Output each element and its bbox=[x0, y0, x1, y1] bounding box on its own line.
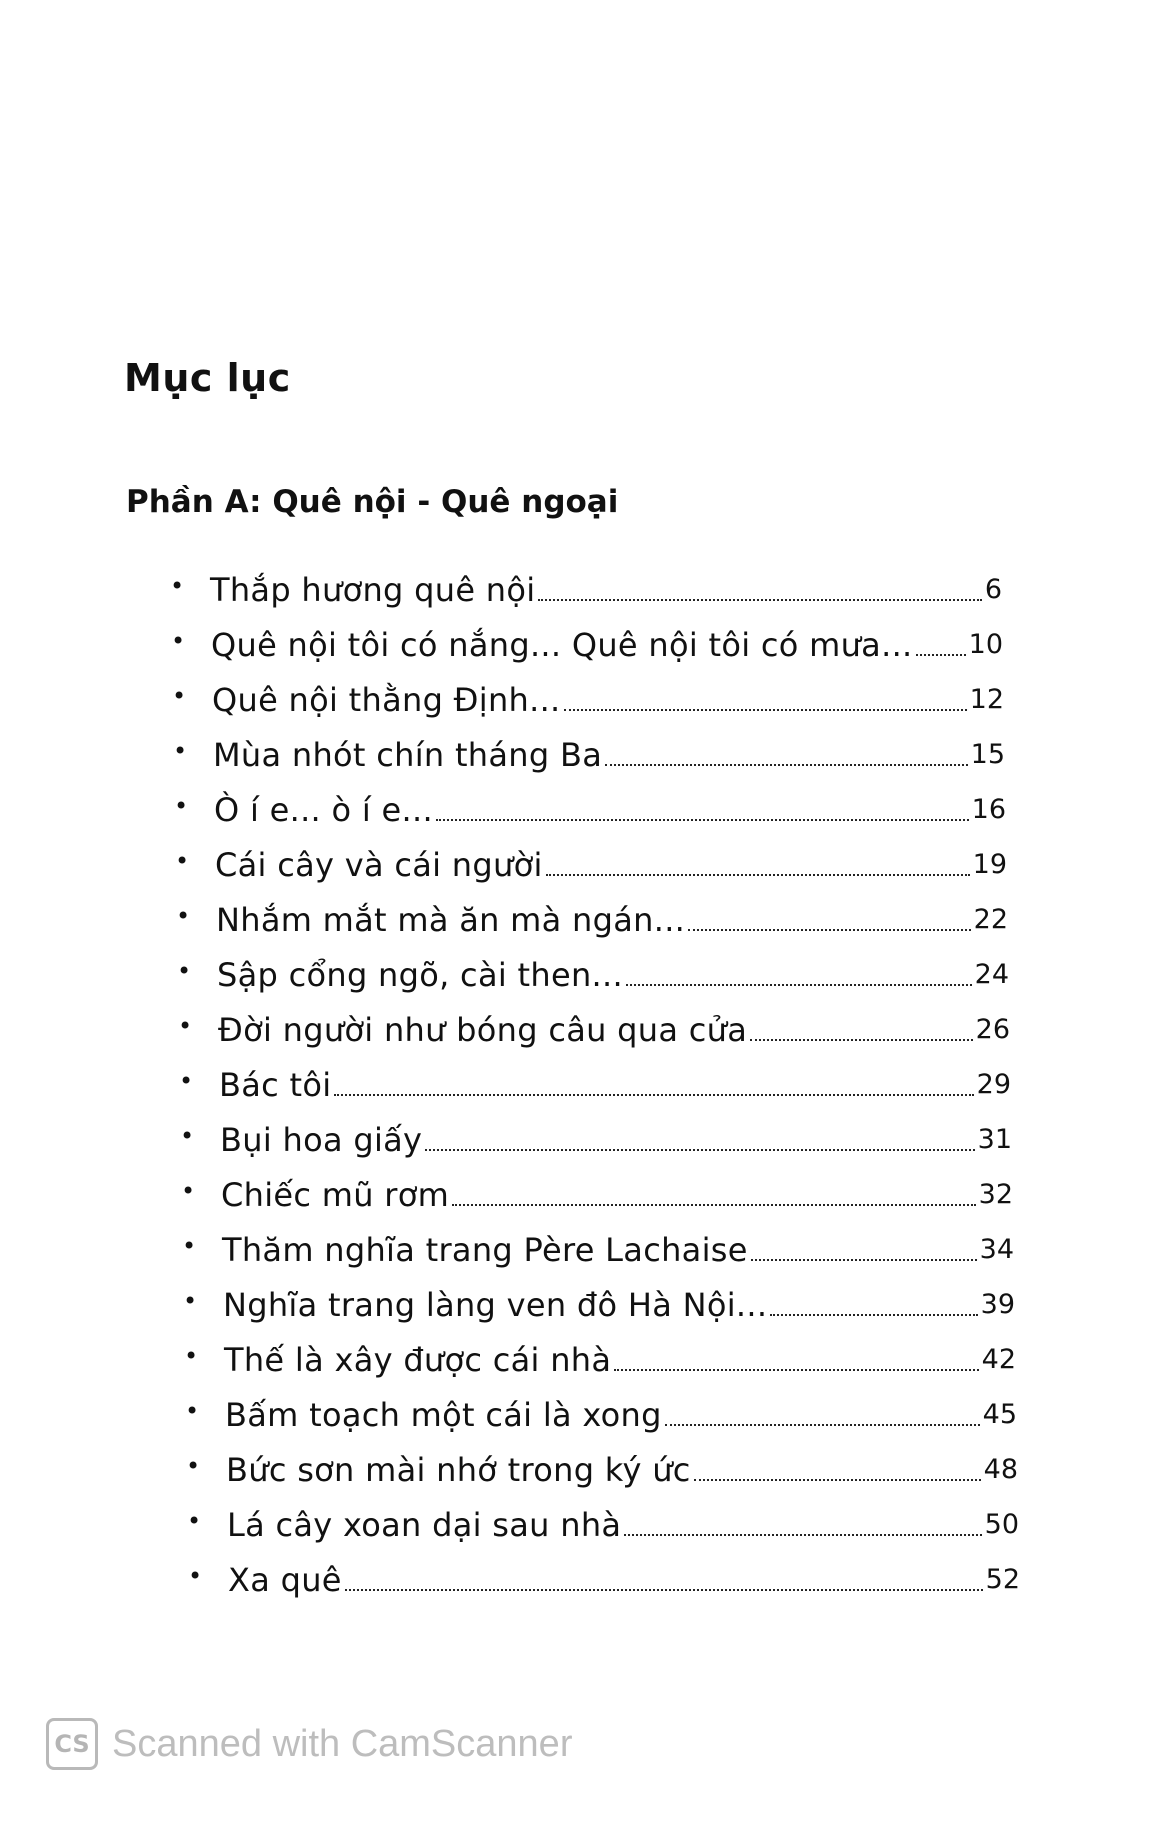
toc-entry[interactable] bbox=[185, 1385, 1017, 1435]
toc-entry-title: Đời người như bóng câu qua cửa bbox=[218, 1011, 748, 1049]
bullet-icon: • bbox=[185, 1397, 200, 1425]
dot-leader bbox=[770, 1314, 977, 1316]
toc-entry-title: Xa quê bbox=[228, 1561, 342, 1599]
toc-entry-page: 31 bbox=[977, 1124, 1012, 1155]
toc-entry[interactable] bbox=[171, 615, 1003, 665]
toc-entry-title: Quê nội thằng Định... bbox=[212, 681, 561, 719]
watermark-text: Scanned with CamScanner bbox=[112, 1722, 573, 1765]
part-heading: Phần A: Quê nội - Quê ngoại bbox=[126, 484, 619, 520]
toc-entry-page: 48 bbox=[983, 1454, 1018, 1485]
toc-entry-page: 15 bbox=[970, 739, 1005, 770]
bullet-icon: • bbox=[178, 1012, 193, 1040]
toc-entry-page: 22 bbox=[973, 904, 1008, 935]
dot-leader bbox=[694, 1479, 981, 1481]
bullet-icon: • bbox=[186, 1452, 201, 1480]
toc-entry-page: 12 bbox=[969, 684, 1004, 715]
dot-leader bbox=[538, 599, 981, 601]
toc-entry[interactable] bbox=[173, 725, 1005, 775]
dot-leader bbox=[425, 1149, 974, 1151]
bullet-icon: • bbox=[181, 1177, 196, 1205]
dot-leader bbox=[605, 764, 968, 766]
dot-leader bbox=[334, 1094, 973, 1096]
toc-entry-title: Chiếc mũ rơm bbox=[221, 1176, 450, 1214]
dot-leader bbox=[751, 1259, 977, 1261]
toc-entry[interactable] bbox=[176, 890, 1008, 940]
toc-entry-title: Cái cây và cái người bbox=[215, 846, 543, 884]
toc-entry[interactable] bbox=[180, 1110, 1012, 1160]
toc-entry-page: 32 bbox=[978, 1179, 1013, 1210]
bullet-icon: • bbox=[180, 1122, 195, 1150]
bullet-icon: • bbox=[171, 627, 186, 655]
toc-entry[interactable] bbox=[177, 945, 1009, 995]
toc-entry[interactable] bbox=[182, 1220, 1014, 1270]
toc-entry-page: 52 bbox=[985, 1564, 1020, 1595]
toc-entry-title: Bụi hoa giấy bbox=[220, 1121, 423, 1159]
dot-leader bbox=[614, 1369, 978, 1371]
bullet-icon: • bbox=[174, 792, 189, 820]
bullet-icon: • bbox=[173, 737, 188, 765]
toc-entry-page: 24 bbox=[974, 959, 1009, 990]
toc-entry-page: 34 bbox=[979, 1234, 1014, 1265]
toc-entry[interactable] bbox=[174, 780, 1006, 830]
dot-leader bbox=[452, 1204, 976, 1206]
bullet-icon: • bbox=[184, 1342, 199, 1370]
dot-leader bbox=[665, 1424, 980, 1426]
toc-entry-title: Lá cây xoan dại sau nhà bbox=[227, 1506, 622, 1544]
toc-heading: Mục lục bbox=[124, 356, 291, 400]
bullet-icon: • bbox=[176, 902, 191, 930]
bullet-icon: • bbox=[183, 1287, 198, 1315]
toc-entry-title: Bác tôi bbox=[219, 1066, 332, 1104]
toc-entry-title: Sập cổng ngõ, cài then... bbox=[217, 956, 623, 994]
camscanner-logo-icon: CS bbox=[46, 1718, 98, 1770]
dot-leader bbox=[688, 929, 971, 931]
toc-entry-title: Thăm nghĩa trang Père Lachaise bbox=[222, 1231, 748, 1269]
toc-entry-page: 19 bbox=[972, 849, 1007, 880]
toc-entry-title: Nghĩa trang làng ven đô Hà Nội... bbox=[223, 1286, 768, 1324]
toc-entry-page: 39 bbox=[980, 1289, 1015, 1320]
toc-entry[interactable] bbox=[188, 1550, 1020, 1600]
bullet-icon: • bbox=[177, 957, 192, 985]
toc-entry[interactable] bbox=[175, 835, 1007, 885]
toc-entry[interactable] bbox=[187, 1495, 1019, 1545]
camscanner-watermark bbox=[46, 1718, 572, 1770]
bullet-icon: • bbox=[188, 1562, 203, 1590]
toc-entry[interactable] bbox=[186, 1440, 1018, 1490]
toc-entry[interactable] bbox=[179, 1055, 1011, 1105]
toc-entry[interactable] bbox=[172, 670, 1004, 720]
dot-leader bbox=[750, 1039, 973, 1041]
toc-entry-page: 45 bbox=[982, 1399, 1017, 1430]
toc-entry-title: Thắp hương quê nội bbox=[210, 571, 536, 609]
bullet-icon: • bbox=[175, 847, 190, 875]
toc-entry[interactable] bbox=[181, 1165, 1013, 1215]
dot-leader bbox=[564, 709, 967, 711]
toc-entry-title: Bức sơn mài nhớ trong ký ức bbox=[226, 1451, 691, 1489]
dot-leader bbox=[345, 1589, 983, 1591]
toc-entry-title: Bấm toạch một cái là xong bbox=[225, 1396, 662, 1434]
toc-entry-page: 26 bbox=[975, 1014, 1010, 1045]
toc-entry-page: 29 bbox=[976, 1069, 1011, 1100]
dot-leader bbox=[624, 1534, 981, 1536]
toc-entry-title: Quê nội tôi có nắng... Quê nội tôi có mưa... bbox=[211, 626, 913, 664]
dot-leader bbox=[626, 984, 972, 986]
toc-entry[interactable] bbox=[170, 560, 1002, 610]
dot-leader bbox=[436, 819, 969, 821]
bullet-icon: • bbox=[187, 1507, 202, 1535]
toc-entry-page: 50 bbox=[984, 1509, 1019, 1540]
toc-entry-title: Nhắm mắt mà ăn mà ngán... bbox=[216, 901, 686, 939]
bullet-icon: • bbox=[170, 572, 185, 600]
toc-entry-title: Mùa nhót chín tháng Ba bbox=[213, 736, 603, 774]
toc-entry-page: 6 bbox=[984, 574, 1002, 605]
toc-entry-page: 10 bbox=[968, 629, 1003, 660]
toc-entry[interactable] bbox=[178, 1000, 1010, 1050]
toc-entry-title: Thế là xây được cái nhà bbox=[224, 1341, 612, 1379]
toc-entry-page: 42 bbox=[981, 1344, 1016, 1375]
bullet-icon: • bbox=[172, 682, 187, 710]
bullet-icon: • bbox=[179, 1067, 194, 1095]
dot-leader bbox=[546, 874, 970, 876]
toc-entry-title: Ò í e... ò í e... bbox=[214, 791, 433, 829]
toc-entry[interactable] bbox=[184, 1330, 1016, 1380]
toc-entry-page: 16 bbox=[971, 794, 1006, 825]
toc-entry[interactable] bbox=[183, 1275, 1015, 1325]
bullet-icon: • bbox=[182, 1232, 197, 1260]
dot-leader bbox=[916, 654, 966, 656]
